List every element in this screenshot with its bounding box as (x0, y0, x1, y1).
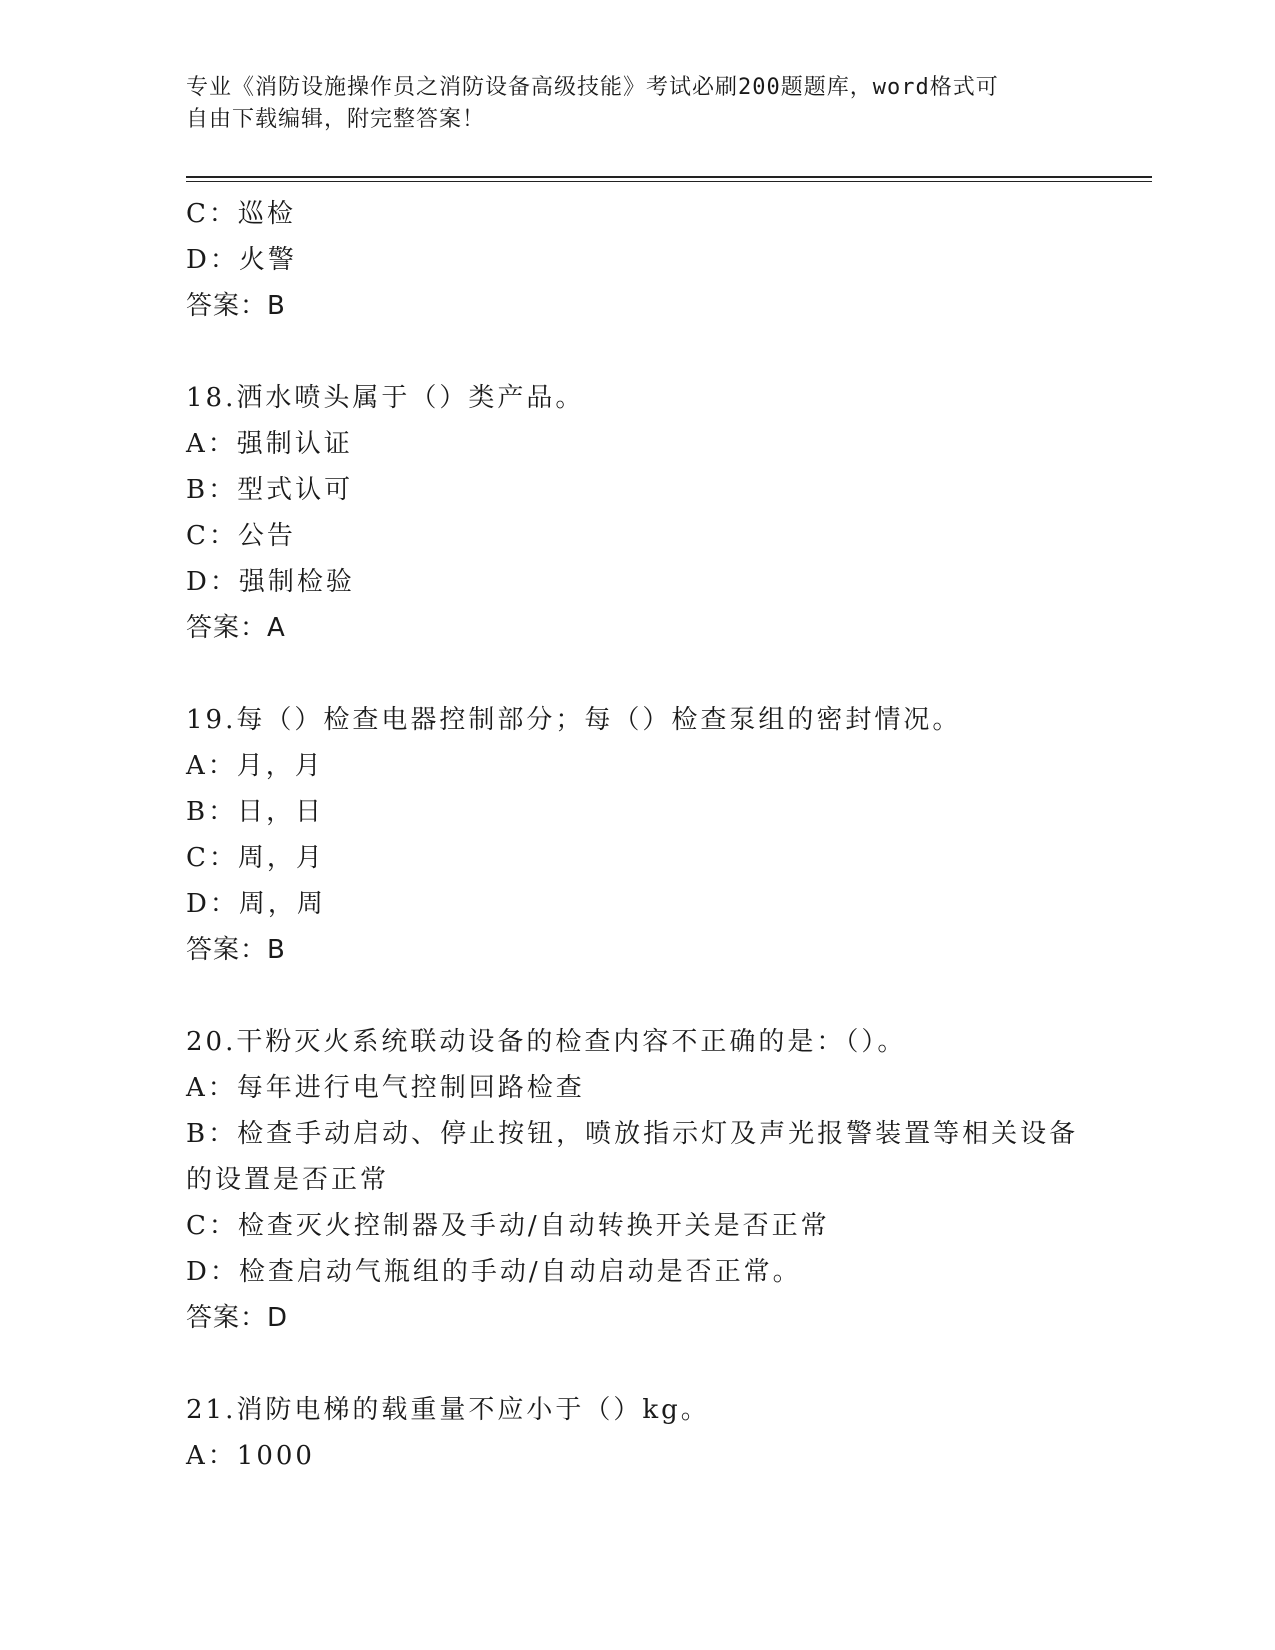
option-c: C：巡检 (186, 199, 296, 229)
header-divider-thick (186, 176, 1152, 178)
option-d: D：检查启动气瓶组的手动/自动启动是否正常。 (186, 1257, 802, 1287)
option-a: A：每年进行电气控制回路检查 (186, 1073, 585, 1103)
option-d: D：火警 (186, 245, 297, 275)
question-21 (186, 1387, 1086, 1479)
answer: 答案：A (186, 613, 286, 643)
header-line-2: 自由下载编辑，附完整答案！ (186, 107, 486, 132)
header-divider-thin (186, 181, 1152, 182)
question-text: 20.干粉灭火系统联动设备的检查内容不正确的是：（）。 (186, 1027, 907, 1057)
option-c: C：公告 (186, 521, 296, 551)
option-b: B：日，日 (186, 797, 325, 827)
answer: 答案：B (186, 935, 286, 965)
spacer (186, 651, 1086, 697)
question-20 (186, 1019, 1086, 1341)
question-list (186, 191, 1086, 1479)
question-text: 19.每（）检查电器控制部分；每（）检查泵组的密封情况。 (186, 705, 962, 735)
answer: 答案：B (186, 291, 286, 321)
spacer (186, 329, 1086, 375)
option-b: B：型式认可 (186, 475, 354, 505)
option-c: C：检查灭火控制器及手动/自动转换开关是否正常 (186, 1211, 830, 1241)
option-d: D：强制检验 (186, 567, 355, 597)
option-a: A：1000 (186, 1441, 315, 1471)
question-17-tail (186, 191, 1086, 329)
answer: 答案：D (186, 1303, 289, 1333)
option-b-line-1: B：检查手动启动、停止按钮，喷放指示灯及声光报警装置等相关设备 (186, 1119, 1079, 1149)
spacer (186, 973, 1086, 1019)
spacer (186, 1341, 1086, 1387)
option-d: D：周，周 (186, 889, 326, 919)
option-a: A：强制认证 (186, 429, 353, 459)
question-18 (186, 375, 1086, 651)
header-line-1: 专业《消防设施操作员之消防设备高级技能》考试必刷200题题库，word格式可 (186, 75, 999, 100)
option-b-line-2: 的设置是否正常 (186, 1165, 390, 1195)
question-text: 18.洒水喷头属于（）类产品。 (186, 383, 585, 413)
document-header (186, 72, 1086, 136)
option-c: C：周，月 (186, 843, 325, 873)
question-text: 21.消防电梯的载重量不应小于（）kg。 (186, 1395, 710, 1425)
question-19 (186, 697, 1086, 973)
option-a: A：月，月 (186, 751, 324, 781)
